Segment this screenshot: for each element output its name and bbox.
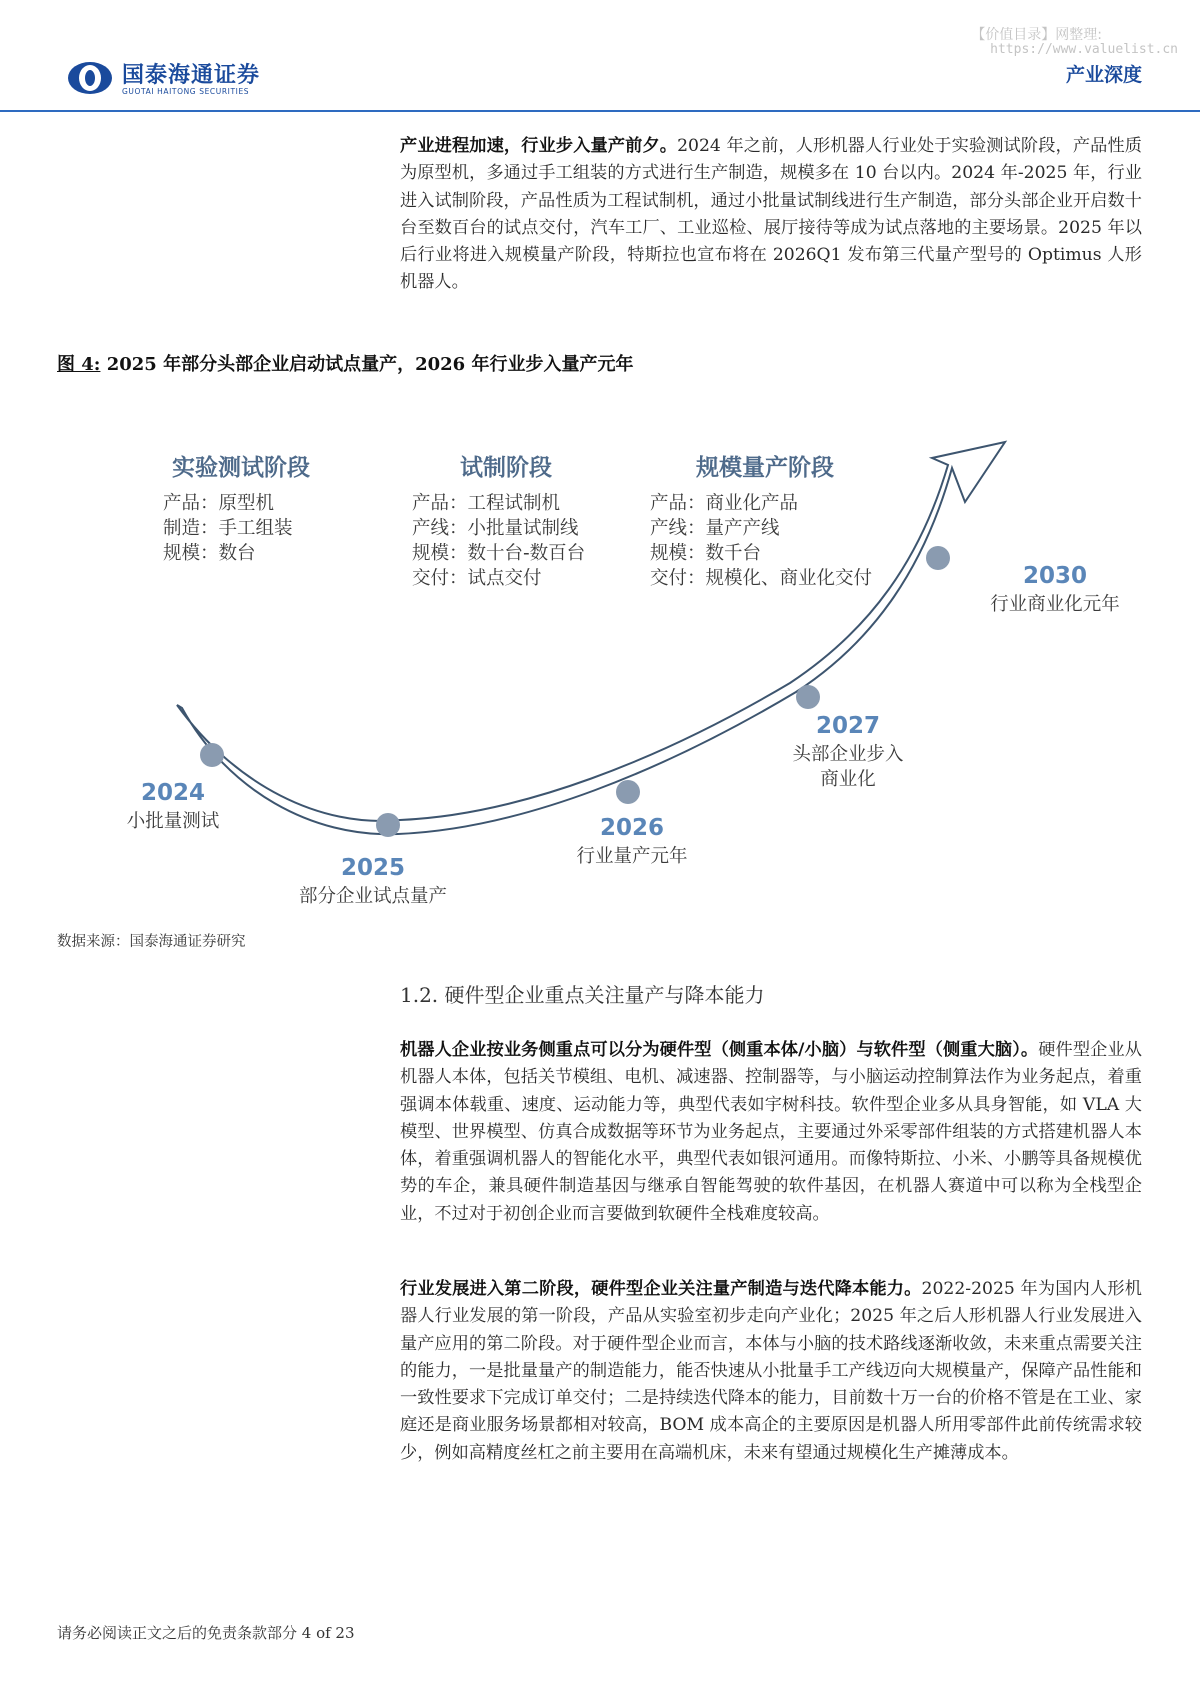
- stage-2-line-3: 规模：数十台-数百台: [412, 543, 586, 564]
- header-divider: [0, 110, 1200, 112]
- paragraph-1-lead: 机器人企业按业务侧重点可以分为硬件型（侧重本体/小脑）与软件型（侧重大脑）。: [400, 1040, 1039, 1060]
- intro-text: 2024 年之前，人形机器人行业处于实验测试阶段，产品性质为原型机，多通过手工组装的方式进行生产制造，规模多在 10 台以内。2024 年-2025 年，行业进入试制阶段，产品性质为工程试制机，通过小批量试制线进行生产制造，部分头部企业开启数十台至数百台的试点交付，汽车工厂、工业巡检、展厅接待等成为试点落地的主要场景。2025 年以后行业将进入规模量产阶段，特斯拉也宣布将在 2026Q1 发布第三代量产型号的 Optimus 人形机器人。: [400, 136, 1142, 293]
- milestone-2030-year: 2030: [1022, 563, 1088, 589]
- page-footer: 请务必阅读正文之后的免责条款部分 4 of 23: [57, 1624, 355, 1642]
- stage-3-title: 规模量产阶段: [696, 455, 834, 481]
- company-logo: [66, 56, 326, 100]
- watermark-url: https://www.valuelist.cn: [990, 42, 1178, 57]
- paragraph-2-lead: 行业发展进入第二阶段，硬件型企业关注量产制造与迭代降本能力。: [400, 1279, 922, 1299]
- milestone-2025-year: 2025: [340, 855, 406, 881]
- stage-2-line-4: 交付：试点交付: [412, 568, 542, 589]
- intro-paragraph: [400, 133, 1142, 297]
- stage-2-line-2: 产线：小批量试制线: [412, 518, 579, 539]
- figure-caption: 2025 年部分头部企业启动试点量产，2026 年行业步入量产元年: [106, 354, 634, 375]
- section-title: 1.2. 硬件型企业重点关注量产与降本能力: [400, 983, 765, 1007]
- roadmap-diagram: [0, 390, 1200, 920]
- figure-title: [57, 350, 633, 376]
- report-type: 产业深度: [1065, 64, 1142, 86]
- milestone-2030: [990, 563, 1120, 615]
- paragraph-2-text: 2022-2025 年为国内人形机器人行业发展的第一阶段，产品从实验室初步走向产业化；2025 年之后人形机器人行业发展进入量产应用的第二阶段。对于硬件型企业而言，本体与小脑的技术路线逐渐收敛，未来重点需要关注的能力，一是批量量产的制造能力，能否快速从小批量手工产线迈向大规模量产，保障产品性能和一致性要求下完成订单交付；二是持续迭代降本的能力，目前数十万一台的价格不管是在工业、家庭还是商业服务场景都相对较高，BOM 成本高企的主要原因是机器人所用零部件此前传统需求较少，例如高精度丝杠之前主要用在高端机床，未来有望通过规模化生产摊薄成本。: [400, 1279, 1142, 1463]
- milestone-dot-2027: [796, 685, 820, 709]
- watermark-title: 【价值目录】网整理:: [971, 27, 1102, 43]
- stage-1-line-2: 制造：手工组装: [163, 518, 293, 539]
- milestone-dot-2030: [926, 546, 950, 570]
- milestone-2027-year: 2027: [815, 713, 881, 739]
- stage-1-line-3: 规模：数台: [163, 543, 256, 564]
- stage-2-line-1: 产品：工程试制机: [412, 493, 561, 514]
- milestone-2026-year: 2026: [599, 815, 665, 841]
- figure-label: 图 4:: [57, 354, 101, 375]
- stage-3-line-2: 产线：量产产线: [650, 518, 780, 539]
- stage-2: [412, 455, 585, 589]
- section-paragraph-1: [400, 1037, 1142, 1228]
- milestone-2030-label: 行业商业化元年: [990, 594, 1120, 615]
- stage-3: [650, 454, 872, 589]
- stage-3-line-4: 交付：规模化、商业化交付: [650, 568, 873, 589]
- milestone-2024-label: 小批量测试: [126, 811, 220, 832]
- milestone-2027: [792, 713, 904, 790]
- milestone-2026: [576, 815, 687, 867]
- milestone-2025: [299, 855, 447, 907]
- milestone-dot-2025: [376, 813, 400, 837]
- milestone-2027-label-1: 头部企业步入: [792, 744, 904, 765]
- milestone-2024: [127, 780, 220, 832]
- stage-1-title: 实验测试阶段: [172, 455, 310, 481]
- milestone-2024-year: 2024: [140, 780, 206, 806]
- stage-3-line-1: 产品：商业化产品: [650, 493, 799, 514]
- milestone-2025-label: 部分企业试点量产: [298, 886, 448, 907]
- company-name-en: GUOTAI HAITONG SECURITIES: [122, 87, 250, 96]
- milestone-2027-label-2: 商业化: [820, 769, 876, 790]
- milestone-dot-2026: [616, 780, 640, 804]
- stage-1: [163, 454, 310, 564]
- paragraph-1-text: 硬件型企业从机器人本体，包括关节模组、电机、减速器、控制器等，与小脑运动控制算法作为业务起点，着重强调本体载重、速度、运动能力等，典型代表如宇树科技。软件型企业多从具身智能，如 VLA 大模型、世界模型、仿真合成数据等环节为业务起点，主要通过外采零部件组装的方式搭建机器人本体，着重强调机器人的智能化水平，典型代表如银河通用。而像特斯拉、小米、小鹏等具备规模优势的车企，兼具硬件制造基因与继承自智能驾驶的软件基因，在机器人赛道中可以称为全栈型企业，不过对于初创企业而言要做到软硬件全栈难度较高。: [400, 1040, 1142, 1224]
- company-name-cn: 国泰海通证券: [122, 63, 261, 88]
- logo-mark-icon: [66, 60, 114, 96]
- figure-source: 数据来源：国泰海通证券研究: [57, 934, 246, 950]
- milestone-dot-2024: [200, 743, 224, 767]
- section-paragraph-2: [400, 1276, 1142, 1467]
- intro-lead: 产业进程加速，行业步入量产前夕。: [400, 136, 678, 156]
- milestone-2026-label: 行业量产元年: [576, 846, 688, 867]
- stage-2-title: 试制阶段: [460, 455, 552, 481]
- stage-3-line-3: 规模：数千台: [650, 543, 762, 564]
- stage-1-line-1: 产品：原型机: [163, 493, 275, 514]
- progress-arrow-band: [177, 442, 1005, 834]
